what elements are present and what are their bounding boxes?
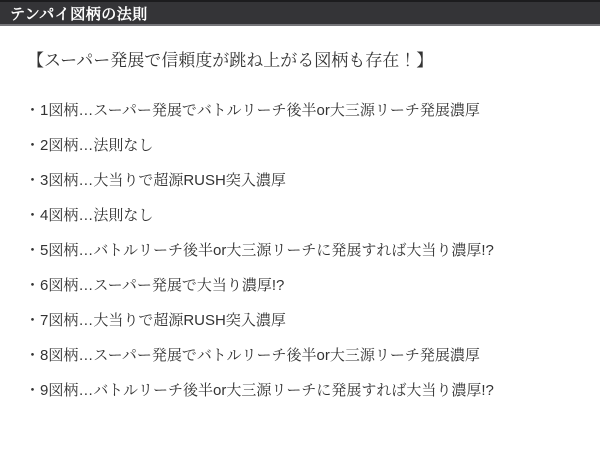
rule-item: ・6図柄…スーパー発展で大当り濃厚!? xyxy=(25,277,285,294)
section-subtitle: 【スーパー発展で信頼度が跳ね上がる図柄も存在！】 xyxy=(27,51,434,70)
rule-item: ・3図柄…大当りで超源RUSH突入濃厚 xyxy=(25,172,286,189)
content-area xyxy=(0,26,600,402)
rule-item: ・9図柄…バトルリーチ後半or大三源リーチに発展すれば大当り濃厚!? xyxy=(25,382,494,399)
rule-item: ・8図柄…スーパー発展でバトルリーチ後半or大三源リーチ発展濃厚 xyxy=(25,347,480,364)
title-bar xyxy=(0,0,600,26)
rule-item: ・4図柄…法則なし xyxy=(25,207,154,224)
page-title: テンパイ図柄の法則 xyxy=(10,5,148,23)
rule-item: ・1図柄…スーパー発展でバトルリーチ後半or大三源リーチ発展濃厚 xyxy=(25,102,480,119)
rule-item: ・5図柄…バトルリーチ後半or大三源リーチに発展すれば大当り濃厚!? xyxy=(25,242,494,259)
rules-list xyxy=(19,99,576,402)
rule-item: ・2図柄…法則なし xyxy=(25,137,154,154)
rule-item: ・7図柄…大当りで超源RUSH突入濃厚 xyxy=(25,312,286,329)
